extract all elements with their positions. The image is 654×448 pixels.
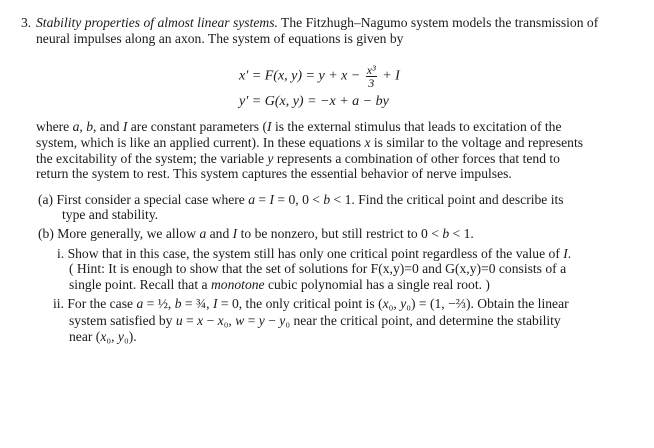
text: .: [567, 246, 572, 261]
part-b-ii-line: [53, 296, 569, 311]
description-paragraph-line: [36, 166, 512, 181]
part-a-line: [38, 192, 564, 207]
description-paragraph-line: [36, 151, 560, 166]
text: ₀).: [123, 329, 137, 344]
part-a-line: [62, 207, 158, 222]
description-paragraph-line: [36, 135, 583, 150]
problem-number: 3.: [21, 15, 32, 30]
math-text: I: [267, 119, 272, 134]
text: The Fitzhugh–Nagumo system models the transmission of: [277, 15, 599, 30]
math-text: w: [235, 313, 245, 328]
text: neural impulses along an axon. The system of equations is given by: [36, 31, 404, 46]
text: (a) First consider a special case where: [38, 192, 249, 207]
text: = 0, 0 <: [274, 192, 324, 207]
math-text: b: [86, 119, 93, 134]
math-text: a: [72, 119, 80, 134]
text: is similar to the voltage and represents: [370, 135, 584, 150]
text: ii. For the case: [53, 296, 137, 311]
math-text: b: [323, 192, 331, 207]
math-text: y: [400, 296, 407, 311]
part-b-i-line: [57, 246, 571, 261]
text: , and: [93, 119, 123, 134]
text: = ¾,: [181, 296, 213, 311]
text: =: [255, 192, 270, 207]
part-b-i-line: [69, 277, 490, 292]
text: is the external stimulus that leads to excitation of the: [271, 119, 562, 134]
math-text: I: [232, 226, 238, 241]
math-text: a: [136, 296, 144, 311]
text: =: [182, 313, 198, 328]
text: near (: [69, 329, 101, 344]
text: (b) More generally, we allow: [38, 226, 200, 241]
problem-intro-line: [36, 15, 598, 30]
math-text: y: [279, 313, 286, 328]
text: = ½,: [143, 296, 175, 311]
part-b-ii-line: [69, 329, 137, 344]
text: ( Hint: It is enough to show that the set of solutions for F(x,y)=0 and G(x,y)=0 consists of a: [69, 261, 567, 276]
math-text: I: [269, 192, 275, 207]
text: type and stability.: [62, 207, 159, 222]
text: = 0, the only critical point is (: [217, 296, 383, 311]
math-text: I: [563, 246, 568, 261]
math-text: y: [117, 329, 124, 344]
text: to be nonzero, but still restrict to 0 <: [237, 226, 443, 241]
equation-x: [239, 64, 400, 89]
description-paragraph-line: [36, 119, 561, 134]
fraction-denominator: 3: [368, 76, 375, 90]
text: represents a combination of other forces that tend to: [273, 151, 560, 166]
part-b-ii-line: [69, 313, 561, 328]
math-text: x: [100, 329, 107, 344]
equation-x-left: x′ = F(x, y) = y + x −: [239, 68, 361, 84]
math-text: x: [364, 135, 371, 150]
math-text: x: [217, 313, 224, 328]
text: ,: [79, 119, 87, 134]
fraction: [366, 64, 377, 89]
part-b-line: [38, 226, 474, 241]
text: system satisfied by: [69, 313, 176, 328]
math-text: Stability properties of almost linear systems.: [36, 15, 278, 30]
text: −: [203, 313, 218, 328]
math-text: a: [199, 226, 207, 241]
text: ₀) = (1, −⅔). Obtain the linear: [406, 296, 569, 311]
problem-intro-line: [36, 31, 403, 46]
text: < 1.: [449, 226, 474, 241]
math-text: I: [122, 119, 128, 134]
text: cubic polynomial has a single real root. ): [264, 277, 490, 292]
text: system, which is like an applied current). In these equations: [36, 135, 365, 150]
text: the excitability of the system; the variable: [36, 151, 268, 166]
math-text: a: [248, 192, 256, 207]
math-text: b: [442, 226, 450, 241]
math-text: y: [267, 151, 274, 166]
text: and: [206, 226, 233, 241]
text: ₀,: [106, 329, 118, 344]
text: where: [36, 119, 73, 134]
text: are constant parameters (: [127, 119, 268, 134]
text: ₀,: [388, 296, 401, 311]
math-text: y: [258, 313, 265, 328]
math-text: u: [175, 313, 183, 328]
fraction-numerator: x³: [366, 63, 376, 77]
text: ₀ near the critical point, and determine the stability: [285, 313, 561, 328]
text: =: [244, 313, 259, 328]
math-text: x: [197, 313, 204, 328]
math-text: x: [382, 296, 389, 311]
text: −: [264, 313, 280, 328]
text: return the system to rest. This system captures the essential behavior of nerve impulses.: [36, 166, 512, 181]
text: < 1. Find the critical point and describe its: [330, 192, 564, 207]
text: i. Show that in this case, the system still has only one critical point regardless of the value of: [57, 246, 564, 261]
equation-x-right: + I: [382, 68, 400, 84]
math-text: b: [174, 296, 182, 311]
part-b-i-line: [69, 261, 566, 276]
equation-y: y′ = G(x, y) = −x + a − by: [239, 94, 389, 109]
text: ₀,: [223, 313, 236, 328]
text: single point. Recall that a: [69, 277, 211, 292]
math-text: I: [212, 296, 218, 311]
math-text: monotone: [210, 277, 265, 292]
